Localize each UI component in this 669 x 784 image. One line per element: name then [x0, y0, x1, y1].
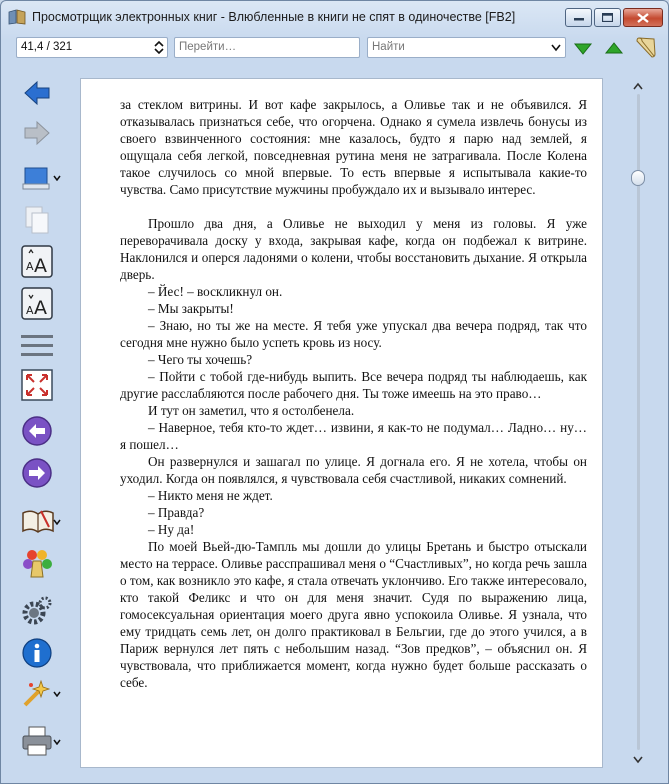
paragraph: – Мы закрыты! [148, 301, 234, 316]
close-button[interactable] [623, 8, 663, 27]
toolbar [1, 33, 668, 63]
font-decrease-icon [21, 287, 53, 321]
scroll-track[interactable] [637, 94, 640, 750]
svg-text:A: A [26, 304, 34, 317]
print-icon [21, 725, 53, 757]
font-decrease-button[interactable] [15, 285, 59, 321]
scroll-up-icon[interactable] [633, 82, 643, 90]
notes-scroll-icon[interactable] [634, 35, 658, 59]
minimize-button[interactable] [565, 8, 592, 27]
tools-button[interactable] [15, 675, 59, 711]
settings-button[interactable] [15, 593, 59, 629]
view-mode-caret-icon[interactable] [53, 175, 61, 181]
copy-button[interactable] [15, 201, 59, 237]
print-button[interactable] [15, 723, 59, 759]
settings-icon [21, 595, 53, 627]
color-theme-icon [21, 547, 53, 579]
paragraph: По моей Вьей-дю-Тампль мы дошли до улицы Бретань и быстро отыскали место на террасе. Оливье расспрашивал меня о “Счастливых”, но когда речь зашла о том, как возникло это кафе, я стала отвечать уклончиво. Его также интересовало, кто такой Феликс и что он для меня значит. Судя по выражению лица, гомосексуальная ориентация моего друга явно успокоила Оливье. Я узнала, что ему тридцать семь лет, он долго практиковал в Бельгии, где до этого учился, а в Париж вернулся лет пять с небольшим назад. “Зов предков”, – объяснил он. Я чувствовала, что приближается момент, когда нужно будет больше рассказать о себе. [120, 539, 587, 690]
copy-icon [21, 203, 53, 235]
title-bar[interactable] [1, 1, 668, 33]
paragraph: за стеклом витрины. И вот кафе закрылось, а Оливье так и не объявился. Я отказывалась признаться себе, что огорчена. Однако я сумела извлечь бонусы из своего взвинченного состояния: мне казалось, будто я парю над землей, я ощущала себя легкой, повседневная рутина меня не затрагивала. После Колена такое случилось со мной впервые. То есть впервые я испытывала какие-то чувства. Само присутствие мужчины пробуждало их и вызывало интерес. [120, 97, 587, 197]
goto-input[interactable] [174, 37, 360, 58]
app-book-icon [8, 9, 26, 25]
paragraph: И тут он заметил, что я остолбенела. [148, 403, 355, 418]
tools-icon [21, 677, 53, 709]
paragraph: – Никто меня не ждет. [148, 488, 273, 503]
font-increase-button[interactable] [15, 243, 59, 279]
sidebar-toolbar [1, 63, 71, 783]
view-mode-button[interactable] [15, 159, 59, 195]
info-icon [21, 637, 53, 669]
vertical-scrollbar[interactable] [628, 78, 648, 768]
window-title: Просмотрщик электронных книг - Влюбленные в книги не спят в одиночестве [FB2] [32, 10, 516, 24]
paragraph: Он развернулся и зашагал по улице. Я догнала его. Я не хотела, чтобы он уходил. Когда он появлялся, я чувствовала себя счастливой, никаких сомнений. [120, 454, 587, 486]
tools-caret-icon[interactable] [53, 691, 61, 697]
find-previous-icon[interactable] [603, 38, 625, 58]
book-text [120, 96, 587, 691]
paragraph: – Правда? [148, 505, 205, 520]
find-placeholder: Найти [372, 41, 405, 53]
book-library-button[interactable] [15, 503, 59, 539]
fullscreen-button[interactable] [15, 367, 59, 403]
minimize-icon [574, 15, 584, 21]
svg-text:A: A [34, 255, 47, 277]
chevron-down-icon[interactable] [551, 42, 561, 53]
view-mode-icon [21, 161, 53, 193]
back-button[interactable] [15, 75, 59, 111]
font-increase-icon [21, 245, 53, 279]
paragraph: – Наверное, тебя кто-то ждет… извини, я как-то не подумал… Ладно… ну… я пошел… [120, 420, 587, 452]
line-spacing-icon [21, 329, 53, 361]
svg-text:A: A [34, 297, 47, 319]
scroll-thumb[interactable] [631, 170, 645, 186]
book-library-icon [21, 505, 55, 535]
paragraph: – Йес! – воскликнул он. [148, 284, 283, 299]
page-number-field[interactable] [16, 37, 168, 58]
info-button[interactable] [15, 635, 59, 671]
next-page-button[interactable] [15, 455, 59, 491]
paragraph: – Пойти с тобой где-нибудь выпить. Все вечера подряд ты наблюдаешь, как другие расслабляются после рабочего дня. Ты тоже имеешь на это право… [120, 369, 587, 401]
book-page[interactable] [80, 78, 603, 768]
back-icon [21, 77, 53, 109]
line-spacing-button[interactable] [15, 327, 59, 363]
forward-button[interactable] [15, 115, 59, 151]
library-caret-icon[interactable] [53, 519, 61, 525]
forward-icon [21, 117, 53, 149]
maximize-button[interactable] [594, 8, 621, 27]
fullscreen-icon [21, 369, 53, 401]
maximize-icon [602, 13, 613, 22]
next-page-icon [21, 457, 53, 489]
close-icon [637, 13, 649, 23]
find-combobox[interactable] [367, 37, 566, 58]
find-next-icon[interactable] [572, 38, 594, 58]
paragraph: – Знаю, но ты же на месте. Я тебя уже упускал два вечера подряд, так что сегодня мне нужно было успеть кровь из носу. [120, 318, 587, 350]
goto-placeholder: Перейти… [179, 41, 237, 53]
paragraph: – Ну да! [148, 522, 195, 537]
paragraph: – Чего ты хочешь? [148, 352, 253, 367]
paragraph: Прошло два дня, а Оливье не выходил у меня из головы. Я уже переворачивала доску у входа, закрывая кафе, когда он подбежал к витрине. Наклонился и оперся ладонями о колени, чтобы восстановить дыхание. Я открыла дверь. [120, 216, 587, 282]
page-number-value: 41,4 / 321 [21, 41, 73, 53]
svg-text:A: A [26, 260, 34, 273]
color-theme-button[interactable] [15, 545, 59, 581]
previous-page-icon [21, 415, 53, 447]
previous-page-button[interactable] [15, 413, 59, 449]
page-spinner-icon[interactable] [154, 40, 164, 55]
scroll-down-icon[interactable] [633, 756, 643, 764]
print-caret-icon[interactable] [53, 739, 61, 745]
